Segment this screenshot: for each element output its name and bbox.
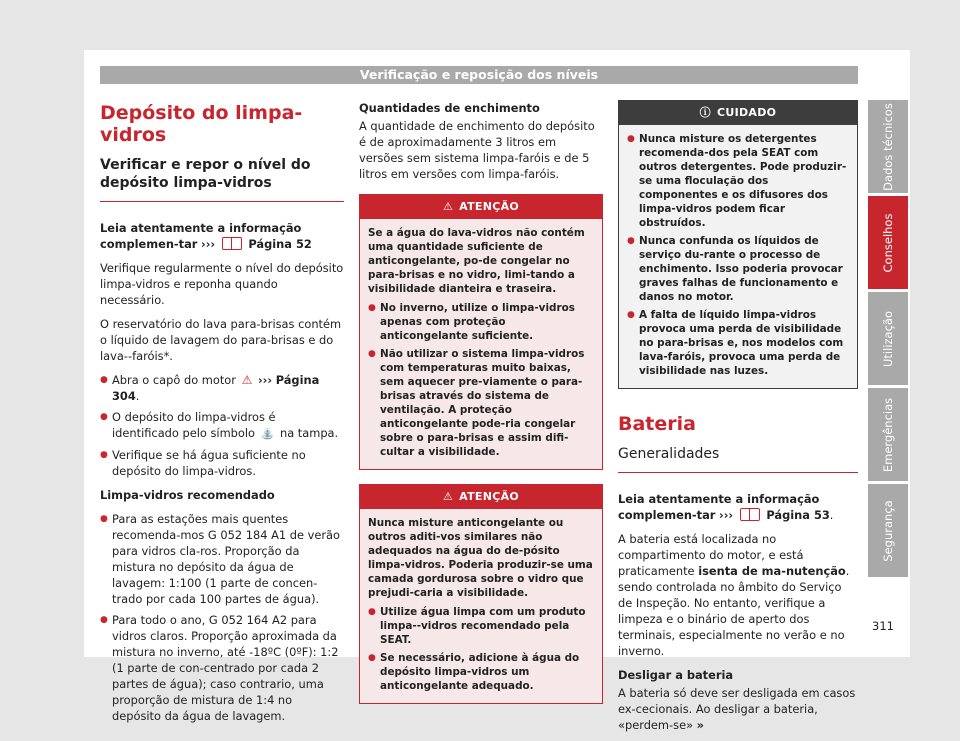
book-icon bbox=[740, 508, 760, 521]
lead-text: Leia atentamente a informação complemen-tar bbox=[100, 221, 302, 251]
list-item bbox=[100, 511, 344, 607]
list-item bbox=[627, 308, 849, 378]
continue-arrow-icon: » bbox=[696, 718, 705, 732]
lead-paragraph: Leia atentamente a informação complemen-tar ››› Página 53. bbox=[618, 492, 834, 522]
list-item-text: O depósito do limpa-vidros é identificado pelo símbolo bbox=[112, 410, 276, 440]
caution-box bbox=[618, 100, 858, 389]
washer-fluid-icon: ⛲ bbox=[260, 427, 275, 440]
list-item-text: Nunca misture os detergentes recomenda-dos pela SEAT com outros detergentes. Pode produzir-se uma floculação dos componentes e os difusores dos limpa-vidros podem ficar obstruídos. bbox=[639, 133, 847, 229]
page-reference[interactable]: Página 53 bbox=[766, 508, 830, 522]
tab-dados-tecnicos[interactable] bbox=[868, 100, 908, 193]
page-header: Verificação e reposição dos níveis bbox=[100, 66, 858, 84]
paragraph: Verifique regularmente o nível do depósito limpa-vidros e reponha quando necessário. bbox=[100, 261, 344, 307]
list-item bbox=[100, 409, 344, 442]
warning-label: ATENÇÃO bbox=[459, 490, 520, 503]
warning-icon: ⚠ bbox=[241, 373, 253, 387]
subsection-title: Limpa-vidros recomendado bbox=[100, 488, 275, 502]
subheading-block bbox=[618, 445, 858, 473]
info-circle-icon: ⓘ bbox=[699, 106, 711, 119]
warning-icon: ⚠ bbox=[442, 490, 454, 503]
column-right bbox=[618, 100, 858, 741]
warning-header bbox=[360, 195, 602, 219]
list-item-text: Nunca confunda os líquidos de serviço du-rante o processo de enchimento. Isso poderia provocar graves falhas de funcionamento e danos no motor. bbox=[639, 235, 843, 303]
caution-body bbox=[619, 125, 857, 388]
lead-text: Leia atentamente a informação complemen-tar bbox=[618, 492, 820, 522]
list-item bbox=[368, 651, 594, 693]
list-item-text: Verifique se há água suficiente no depósito do limpa-vidros. bbox=[112, 448, 306, 478]
tab-emergencias[interactable] bbox=[868, 388, 908, 481]
paragraph: O reservatório do lava para-brisas contém o líquido de lavagem do para-brisas e do lava--faróis*. bbox=[100, 317, 342, 363]
subheading: Generalidades bbox=[618, 446, 720, 462]
warning-body bbox=[360, 219, 602, 469]
paragraph-text: A bateria só deve ser desligada em casos ex-cecionais. Ao desligar a bateria, «perdem-se» bbox=[618, 686, 856, 732]
list-item bbox=[627, 132, 849, 230]
warning-body bbox=[360, 509, 602, 703]
page-number: 311 bbox=[872, 619, 894, 633]
list-item-text: Para todo o ano, G 052 164 A2 para vidros claros. Proporção aproximada da mistura no inverno, até -18ºC (0ºF): 1:2 (1 parte de con-centrado por cada 2 partes de água); caso contrario, uma proporção de mistura de 1:4 no depósito da água de lavagem. bbox=[112, 613, 339, 723]
paragraph-text: . sendo controlada no âmbito do Serviço de Inspeção. No entanto, verifique a limpeza e o binário de aperto dos terminais, especialmente no verão e no inverno. bbox=[618, 564, 850, 658]
emphasis-text: isenta de ma-nutenção bbox=[698, 564, 846, 578]
caution-label: CUIDADO bbox=[716, 106, 777, 119]
list-item-text: Se necessário, adicione à água do depósito limpa-vidros um anticongelante adequado. bbox=[380, 652, 580, 692]
tab-utilizacao[interactable] bbox=[868, 292, 908, 385]
column-middle bbox=[359, 100, 603, 718]
list-item-text: A falta de líquido limpa-vidros provoca uma perda de visibilidade no para-brisas e, nos modelos com lava-faróis, provoca uma perda de visibilidade nas luzes. bbox=[639, 309, 844, 377]
warning-label: ATENÇÃO bbox=[459, 200, 520, 213]
subsection-title: Desligar a bateria bbox=[618, 668, 734, 682]
warning-text: Se a água do lava-vidros não contém uma quantidade suficiente de anticongelante, po-de congelar no para-brisas e no vidro, limi-tando a visibilidade dianteira e traseira. bbox=[368, 227, 585, 295]
warning-box bbox=[359, 484, 603, 704]
list-item bbox=[368, 605, 594, 647]
paragraph bbox=[618, 685, 858, 733]
subheading: Verificar e repor o nível do depósito limpa-vidros bbox=[100, 157, 311, 191]
caution-header bbox=[619, 101, 857, 125]
warning-text: Nunca misture anticongelante ou outros aditi-vos similares não adequados na água do de-pósito limpa-vidros. Poderia produzir-se uma camada gordurosa sobre o vidro que prejudi-caria a visibilidade. bbox=[368, 517, 593, 599]
chevron-right-icon: ››› bbox=[257, 373, 273, 387]
list-item-text: Não utilizar o sistema limpa-vidros com temperaturas muito baixas, sem aquecer pre-viamente o para-brisas através do sistema de ventilação. A proteção anticongelante pode-ria congelar sobre o para-brisas e assim difi-cultar a visibilidade. bbox=[380, 348, 585, 458]
list-item bbox=[368, 301, 594, 343]
list-item bbox=[100, 447, 344, 479]
list-item: ● Abra o capô do motor ⚠ ››› Página 304. bbox=[100, 372, 344, 404]
warning-header bbox=[360, 485, 602, 509]
chevron-right-icon: ››› bbox=[201, 237, 216, 251]
page-reference[interactable]: Página 304 bbox=[112, 373, 320, 403]
chevron-right-icon: ››› bbox=[719, 508, 734, 522]
tab-label: Conselhos bbox=[881, 213, 895, 272]
list-item-text: Abra o capô do motor bbox=[112, 373, 236, 387]
list-item bbox=[368, 347, 594, 459]
lead-paragraph bbox=[100, 220, 344, 252]
list-item-text: No inverno, utilize o limpa-vidros apenas com proteção anticongelante suficiente. bbox=[380, 302, 575, 342]
list-item-text: Utilize água limpa com um produto limpa--vidros recomendado pela SEAT. bbox=[380, 606, 586, 646]
subheading-block bbox=[100, 156, 344, 202]
subsection-title: Quantidades de enchimento bbox=[359, 101, 540, 115]
tab-label: Utilização bbox=[881, 310, 895, 367]
section-heading: Depósito do limpa-vidros bbox=[100, 102, 303, 146]
list-item bbox=[100, 612, 344, 724]
warning-box bbox=[359, 194, 603, 470]
tab-seguranca[interactable] bbox=[868, 484, 908, 577]
section-heading: Bateria bbox=[618, 413, 696, 435]
list-item bbox=[627, 234, 849, 304]
list-item-text: na tampa. bbox=[279, 426, 339, 440]
tab-label: Segurança bbox=[881, 499, 895, 562]
page-reference[interactable]: Página 52 bbox=[248, 237, 312, 251]
column-left bbox=[100, 100, 344, 729]
tab-conselhos[interactable] bbox=[868, 196, 908, 289]
book-icon bbox=[222, 237, 242, 250]
list-item-text: Para as estações mais quentes recomenda-mos G 052 184 A1 de verão para vidros cla-ros. Proporção da mistura no depósito da água de lavagem: 1:100 (1 parte de concen-trado por cada 100 partes de água). bbox=[112, 512, 341, 606]
tab-label: Dados técnicos bbox=[881, 102, 895, 191]
tab-label: Emergências bbox=[881, 397, 895, 472]
paragraph bbox=[618, 531, 858, 659]
paragraph-text: A bateria está localizada no compartimento do motor, e está praticamente bbox=[618, 532, 804, 578]
warning-icon: ⚠ bbox=[442, 200, 454, 213]
paragraph: A quantidade de enchimento do depósito é de aproximadamente 3 litros em versões sem sistema limpa-faróis e de 5 litros em versões com limpa-faróis. bbox=[359, 119, 595, 181]
